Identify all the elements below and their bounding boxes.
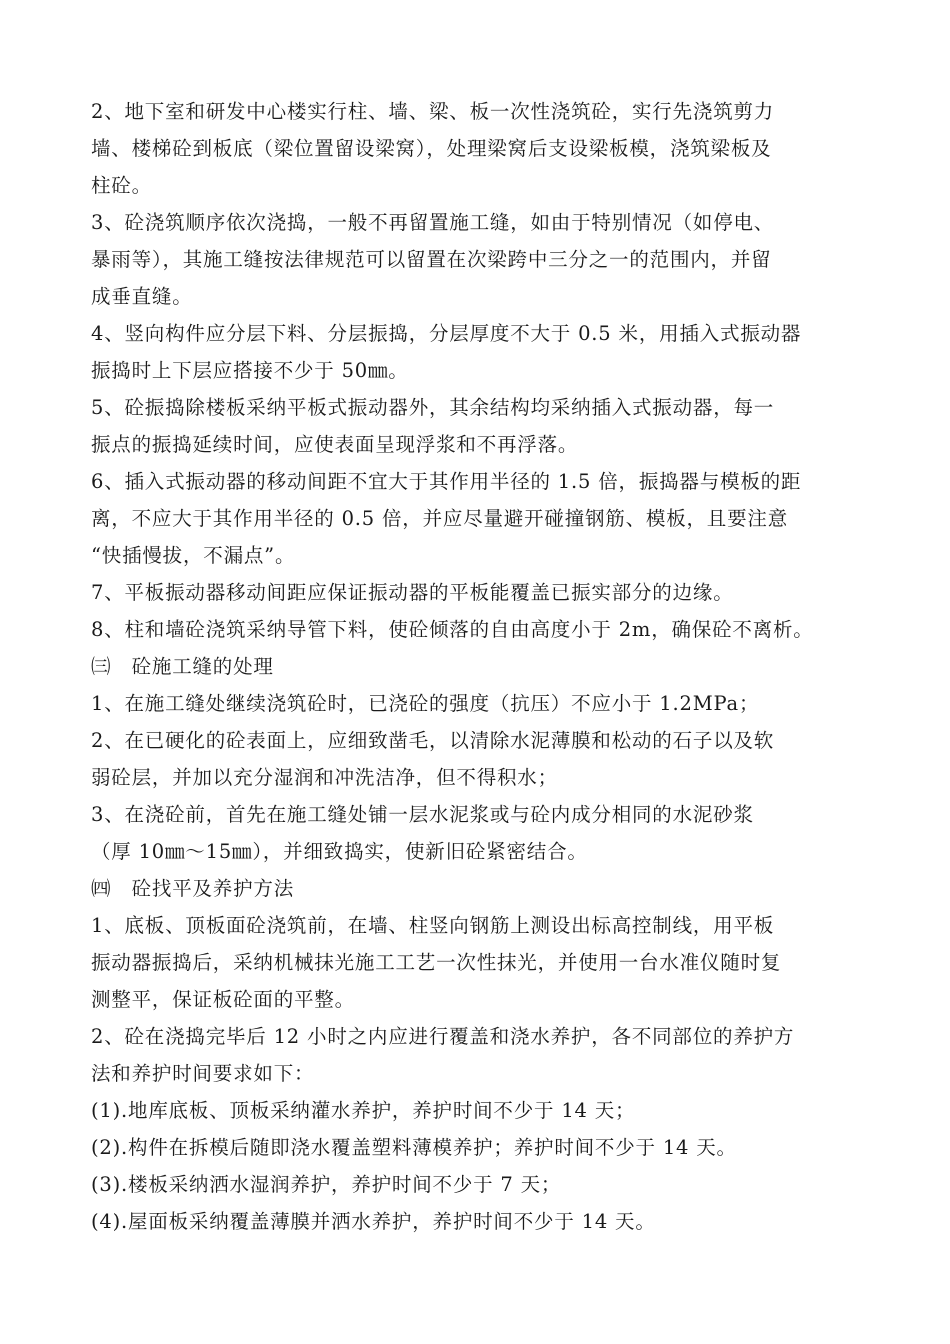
section-heading [91,648,861,685]
text-line: 离，不应大于其作用半径的 0.5 倍，并应尽量避开碰撞钢筋、模板，且要注意 [91,507,789,530]
body-paragraph [91,611,861,648]
body-paragraph [91,722,861,796]
text-line: (3).楼板采纳洒水湿润养护，养护时间不少于 7 天； [91,1173,562,1196]
text-line: (4).屋面板采纳覆盖薄膜并洒水养护，养护时间不少于 14 天。 [91,1210,656,1233]
text-line: 暴雨等），其施工缝按法律规范可以留置在次梁跨中三分之一的范围内，并留 [91,248,772,271]
body-paragraph [91,315,861,389]
text-line: （厚 10㎜～15㎜），并细致捣实，使新旧砼紧密结合。 [91,840,588,863]
text-line: 弱砼层，并加以充分湿润和冲洗洁净，但不得积水； [91,766,558,789]
text-line: ㈢ 砼施工缝的处理 [91,655,274,678]
text-line: 振点的振捣延续时间，应使表面呈现浮浆和不再浮落。 [91,433,579,456]
text-line: 2、砼在浇捣完毕后 12 小时之内应进行覆盖和浇水养护，各不同部位的养护方 [91,1025,795,1048]
body-paragraph [91,796,861,870]
body-paragraph [91,463,861,574]
body-paragraph [91,1203,861,1240]
text-line: 柱砼。 [91,174,152,197]
body-paragraph [91,685,861,722]
body-paragraph [91,389,861,463]
text-line: 2、在已硬化的砼表面上，应细致凿毛，以清除水泥薄膜和松动的石子以及软 [91,729,775,752]
section-heading [91,870,861,907]
text-line: “快插慢拔，不漏点”。 [91,544,296,567]
body-paragraph [91,1129,861,1166]
body-paragraph [91,907,861,1018]
text-line: 3、在浇砼前，首先在施工缝处铺一层水泥浆或与砼内成分相同的水泥砂浆 [91,803,754,826]
text-line: 成垂直缝。 [91,285,193,308]
body-paragraph [91,1018,861,1092]
text-line: (2).构件在拆模后随即浇水覆盖塑料薄模养护；养护时间不少于 14 天。 [91,1136,737,1159]
text-line: 墙、楼梯砼到板底（梁位置留设梁窝），处理梁窝后支设梁板模，浇筑梁板及 [91,137,772,160]
text-line: 3、砼浇筑顺序依次浇捣，一般不再留置施工缝，如由于特别情况（如停电、 [91,211,775,234]
text-line: 6、插入式振动器的移动间距不宜大于其作用半径的 1.5 倍，振捣器与模板的距 [91,470,802,493]
text-line: 7、平板振动器移动间距应保证振动器的平板能覆盖已振实部分的边缘。 [91,581,734,604]
body-paragraph [91,1092,861,1129]
body-paragraph [91,93,861,204]
text-line: 5、砼振捣除楼板采纳平板式振动器外，其余结构均采纳插入式振动器，每一 [91,396,775,419]
body-paragraph [91,204,861,315]
text-line: 2、地下室和研发中心楼实行柱、墙、梁、板一次性浇筑砼，实行先浇筑剪力 [91,100,775,123]
text-line: (1).地库底板、顶板采纳灌水养护，养护时间不少于 14 天； [91,1099,636,1122]
text-line: 法和养护时间要求如下： [91,1062,315,1085]
body-paragraph [91,1166,861,1203]
text-line: 4、竖向构件应分层下料、分层振捣，分层厚度不大于 0.5 米，用插入式振动器 [91,322,802,345]
text-line: 振动器振捣后，采纳机械抹光施工工艺一次性抹光，并使用一台水准仪随时复 [91,951,782,974]
body-paragraph [91,574,861,611]
text-line: ㈣ 砼找平及养护方法 [91,877,295,900]
text-line: 1、在施工缝处继续浇筑砼时，已浇砼的强度（抗压）不应小于 1.2MPa； [91,692,760,715]
text-line: 测整平，保证板砼面的平整。 [91,988,355,1011]
text-line: 8、柱和墙砼浇筑采纳导管下料，使砼倾落的自由高度小于 2m，确保砼不离析。 [91,618,814,641]
text-line: 振捣时上下层应搭接不少于 50㎜。 [91,359,409,382]
text-line: 1、底板、顶板面砼浇筑前，在墙、柱竖向钢筋上测设出标高控制线，用平板 [91,914,775,937]
document-body [91,93,861,1240]
